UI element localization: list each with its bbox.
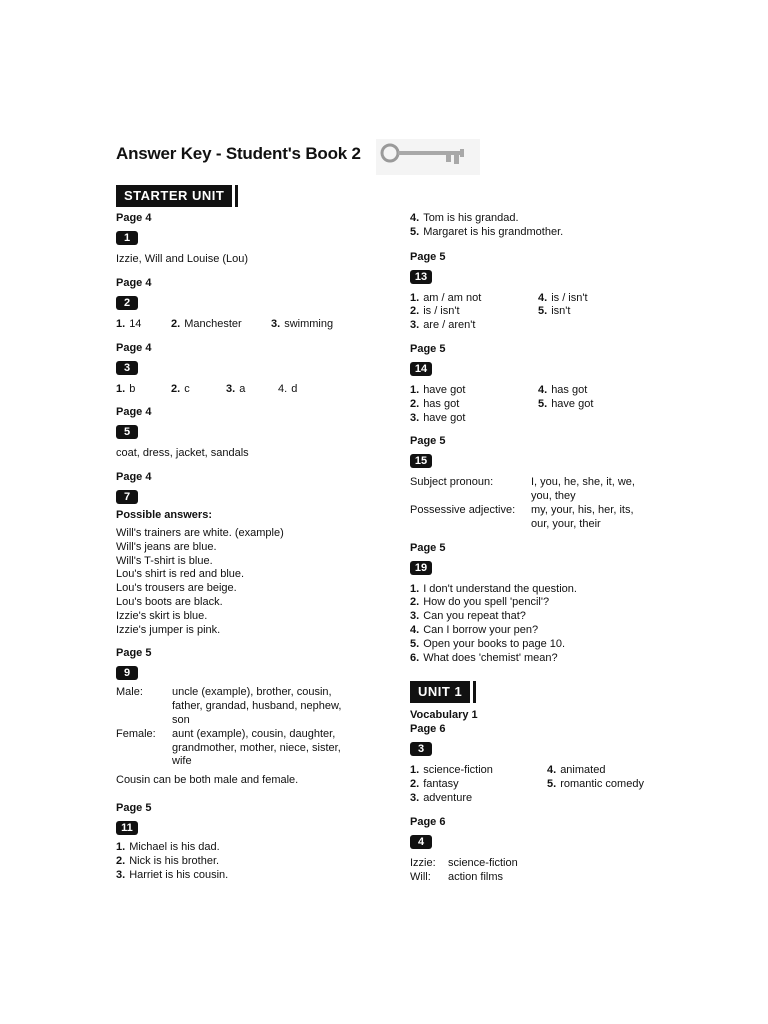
section-11-continued	[410, 212, 680, 240]
item-number: 2.	[116, 854, 126, 867]
answer-item	[226, 383, 278, 397]
exercise-badge: 15	[410, 454, 432, 468]
answer-line	[538, 292, 588, 306]
left-column	[116, 212, 366, 882]
answer-line	[547, 764, 644, 778]
exercise-badge: 14	[410, 362, 432, 376]
answer-line	[410, 398, 538, 412]
starter-unit-label: STARTER UNIT	[124, 188, 225, 203]
page-heading: Page 5	[410, 342, 446, 355]
male-label: Male:	[116, 686, 143, 699]
unit-1-section-3	[410, 709, 680, 805]
item-text: are / aren't	[423, 319, 476, 332]
item-text: have got	[551, 397, 594, 410]
page-heading: Page 5	[116, 647, 152, 660]
adjective-line: my, your, his, her, its,	[531, 503, 634, 516]
answer-line	[538, 384, 593, 398]
item-number: 2.	[171, 317, 181, 330]
male-row	[116, 686, 366, 727]
page-heading: Page 5	[410, 435, 446, 448]
answer-line	[410, 412, 538, 426]
item-number: 3.	[226, 382, 236, 395]
unit-1-label: UNIT 1	[418, 684, 463, 700]
male-line: son	[172, 713, 190, 726]
person-answer: action films	[448, 870, 504, 883]
exercise-badge: 4	[410, 835, 432, 849]
answer-item	[171, 318, 271, 332]
item-number: 5.	[538, 397, 548, 410]
item-number: 1.	[116, 317, 126, 330]
item-number: 3.	[410, 319, 420, 332]
item-number: 6.	[410, 651, 420, 664]
exercise-badge: 13	[410, 270, 432, 284]
item-number: 2.	[410, 305, 420, 318]
item-text: 14	[129, 317, 142, 330]
answer-line	[116, 869, 366, 883]
item-text: b	[129, 382, 136, 395]
section-7	[116, 471, 366, 637]
exercise-badge: 7	[116, 490, 138, 504]
answer-line	[538, 398, 593, 412]
section-11	[116, 802, 366, 882]
answer-line	[116, 841, 366, 855]
item-text: Can I borrow your pen?	[423, 623, 539, 636]
item-number: 1.	[116, 382, 126, 395]
answer-columns	[410, 292, 680, 333]
answer-row	[116, 383, 366, 397]
item-number: 1.	[410, 383, 420, 396]
exercise-badge: 3	[116, 361, 138, 375]
answer-line	[116, 855, 366, 869]
male-line: uncle (example), brother, cousin,	[172, 686, 332, 699]
item-text: I don't understand the question.	[423, 582, 577, 595]
answer-text: Izzie, Will and Louise (Lou)	[116, 253, 249, 265]
subject-pronoun-row	[410, 476, 680, 504]
item-number: 4.	[410, 623, 420, 636]
item-text: have got	[423, 411, 466, 424]
page-heading: Page 4	[116, 341, 152, 354]
item-number: 5.	[538, 305, 548, 318]
answer-line	[410, 212, 680, 226]
answer-row	[116, 318, 366, 332]
item-text: Michael is his dad.	[129, 840, 220, 853]
item-text: Tom is his grandad.	[423, 212, 519, 224]
female-label: Female:	[116, 727, 156, 740]
answer-line	[410, 305, 538, 319]
possessive-adjective-label: Possessive adjective:	[410, 503, 516, 516]
item-number: 1.	[410, 764, 420, 777]
answer-line	[410, 792, 547, 806]
item-text: science-fiction	[423, 764, 493, 777]
item-text: have got	[423, 383, 466, 396]
section-9	[116, 647, 366, 788]
exercise-badge: 2	[116, 296, 138, 310]
answer-line	[410, 292, 538, 306]
answer-item	[271, 318, 333, 332]
key-icon	[376, 139, 480, 178]
answer-item	[116, 318, 171, 332]
item-text: has got	[423, 397, 460, 410]
answer-line: Izzie's jumper is pink.	[116, 623, 221, 636]
item-text: has got	[551, 383, 588, 396]
item-number: 2.	[410, 778, 420, 791]
item-number: 4.	[410, 212, 420, 224]
answer-line: Lou's shirt is red and blue.	[116, 568, 245, 581]
section-13	[410, 251, 680, 333]
item-number: 2.	[410, 397, 420, 410]
answer-line: Lou's boots are black.	[116, 595, 223, 608]
item-number: 1.	[116, 840, 126, 853]
banner-tick	[473, 681, 476, 703]
page-heading: Page 4	[116, 406, 152, 419]
page-heading: Page 5	[410, 250, 446, 263]
answer-line	[410, 226, 680, 240]
item-text: Can you repeat that?	[423, 610, 526, 623]
person-answer: science-fiction	[448, 856, 518, 869]
pronoun-line: I, you, he, she, it, we,	[531, 476, 635, 489]
page-heading: Page 4	[116, 471, 152, 484]
answer-line: Will's trainers are white. (example)	[116, 526, 284, 539]
answer-line	[410, 384, 538, 398]
vocabulary-heading: Vocabulary 1	[410, 709, 478, 722]
exercise-badge: 5	[116, 425, 138, 439]
item-number: 2.	[410, 596, 420, 609]
item-number: 1.	[410, 582, 420, 595]
section-5	[116, 406, 366, 461]
answer-line: Will's jeans are blue.	[116, 540, 217, 553]
exercise-badge: 19	[410, 561, 432, 575]
section-3	[116, 342, 366, 397]
female-line: aunt (example), cousin, daughter,	[172, 727, 336, 740]
answer-line	[547, 778, 644, 792]
item-text: Open your books to page 10.	[423, 637, 566, 650]
item-number: 1.	[410, 291, 420, 304]
exercise-badge: 11	[116, 821, 138, 835]
item-text: animated	[560, 764, 606, 777]
answer-item	[116, 383, 171, 397]
item-text: romantic comedy	[560, 778, 644, 791]
exercise-badge: 9	[116, 666, 138, 680]
answer-line	[410, 583, 680, 597]
answer-line	[410, 624, 680, 638]
answer-text: coat, dress, jacket, sandals	[116, 447, 249, 460]
item-text: Manchester	[184, 317, 242, 330]
item-text: c	[184, 382, 190, 395]
item-number: 5.	[410, 637, 420, 650]
adjective-line: our, your, their	[531, 517, 601, 530]
section-19	[410, 542, 680, 666]
item-number: 3.	[410, 610, 420, 623]
answer-line	[538, 305, 588, 319]
note-text: Cousin can be both male and female.	[116, 774, 299, 787]
document-title: Answer Key - Student's Book 2	[116, 144, 361, 163]
answer-line	[410, 652, 680, 666]
pronoun-line: you, they	[531, 490, 576, 503]
answer-line	[410, 764, 547, 778]
section-1	[116, 212, 366, 267]
page-heading: Page 6	[410, 723, 446, 736]
item-text: What does 'chemist' mean?	[423, 651, 558, 664]
possible-answers-heading: Possible answers:	[116, 509, 212, 522]
subject-pronoun-label: Subject pronoun:	[410, 476, 494, 489]
answer-line: Lou's trousers are beige.	[116, 582, 237, 595]
item-text: a	[239, 382, 246, 395]
item-text: Harriet is his cousin.	[129, 868, 229, 881]
item-text: fantasy	[423, 778, 459, 791]
answer-columns	[410, 764, 680, 805]
answer-line	[410, 778, 547, 792]
page-heading: Page 4	[116, 212, 152, 224]
answer-line: Izzie's skirt is blue.	[116, 609, 208, 622]
unit-1-section-4	[410, 816, 680, 885]
male-line: father, grandad, husband, nephew,	[172, 700, 342, 713]
answer-line	[410, 319, 538, 333]
item-text: Margaret is his grandmother.	[423, 225, 564, 238]
item-number: 3.	[410, 791, 420, 804]
person-label: Izzie:	[410, 856, 436, 869]
answer-item	[278, 383, 297, 397]
page-heading: Page 5	[116, 801, 152, 814]
female-row	[116, 728, 366, 769]
item-number: 4.	[538, 291, 548, 304]
item-number: 3.	[116, 868, 126, 881]
item-text: adventure	[423, 791, 473, 804]
item-number: 5.	[410, 225, 420, 238]
item-text: am / am not	[423, 291, 482, 304]
item-number: 3.	[271, 317, 281, 330]
preference-row	[410, 871, 680, 885]
section-15	[410, 435, 680, 531]
answer-line	[410, 596, 680, 610]
section-14	[410, 343, 680, 425]
exercise-badge: 1	[116, 231, 138, 245]
answer-line	[410, 638, 680, 652]
item-text: d	[291, 382, 298, 395]
page-heading: Page 5	[410, 541, 446, 554]
female-line: wife	[172, 755, 192, 768]
exercise-badge: 3	[410, 742, 432, 756]
item-text: is / isn't	[551, 291, 588, 304]
page-heading: Page 4	[116, 276, 152, 289]
item-text: swimming	[284, 317, 334, 330]
answer-columns	[410, 384, 680, 425]
right-column	[410, 212, 680, 884]
unit-1-banner	[410, 681, 470, 703]
page-heading: Page 6	[410, 815, 446, 828]
banner-tick	[235, 185, 238, 207]
female-line: grandmother, mother, niece, sister,	[172, 741, 341, 754]
item-number: 3.	[410, 411, 420, 424]
item-text: is / isn't	[423, 305, 460, 318]
item-number: 4.	[278, 382, 288, 395]
item-number: 5.	[547, 778, 557, 791]
item-text: isn't	[551, 305, 571, 318]
answer-line: Will's T-shirt is blue.	[116, 554, 213, 567]
answer-item	[171, 383, 226, 397]
preference-row	[410, 857, 680, 871]
item-number: 4.	[547, 764, 557, 777]
possessive-adjective-row	[410, 504, 680, 532]
item-number: 4.	[538, 383, 548, 396]
item-text: Nick is his brother.	[129, 854, 220, 867]
section-2	[116, 277, 366, 332]
item-text: How do you spell 'pencil'?	[423, 596, 550, 609]
answer-line	[410, 610, 680, 624]
starter-unit-banner	[116, 185, 232, 207]
item-number: 2.	[171, 382, 181, 395]
person-label: Will:	[410, 870, 431, 883]
